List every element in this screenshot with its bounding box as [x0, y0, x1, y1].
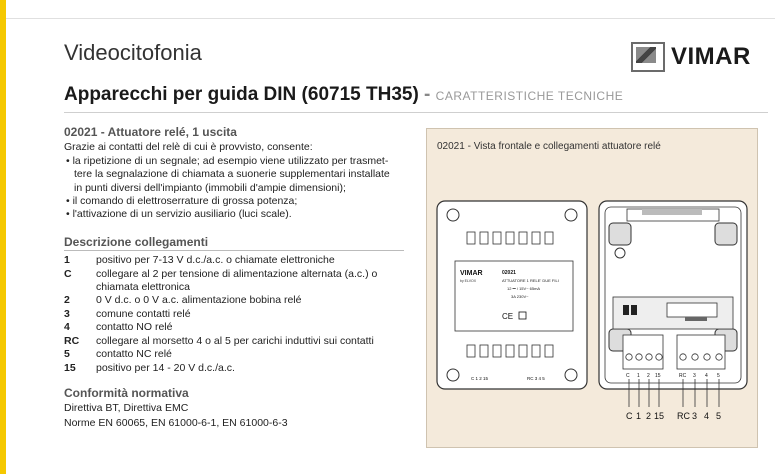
product-intro: Grazie ai contatti del relè di cui è provvisto, consente: — [64, 141, 313, 154]
device-code: 02021 — [502, 270, 516, 276]
conn-text: positivo per 7-13 V d.c./a.c. o chiamate elettroniche — [96, 254, 335, 267]
vimar-logo — [631, 42, 751, 72]
terminal-label: 3 — [692, 411, 698, 421]
rear-label: 3 — [693, 373, 696, 379]
device-brand: VIMAR — [460, 270, 483, 277]
top-bar — [6, 0, 775, 19]
terminal-label: 15 — [654, 411, 665, 421]
device-ce: CE — [502, 312, 514, 321]
terminal-label: 4 — [704, 411, 710, 421]
bullet-2: • il comando di elettroserrature di grossa potenza; — [66, 195, 298, 208]
conn-text: contatto NO relé — [96, 321, 173, 334]
conn-key: 2 — [64, 294, 70, 307]
front-view — [437, 201, 587, 389]
conn-key: RC — [64, 334, 80, 347]
terminal-label: 5 — [716, 411, 722, 421]
terminal-label: RC — [677, 411, 690, 421]
divider — [64, 112, 768, 113]
conformity-heading: Conformità normativa — [64, 385, 189, 400]
bullet-1b: tere la segnalazione di chiamata a suonerie supplementari installate — [74, 168, 390, 181]
conn-text: positivo per 14 - 20 V d.c./a.c. — [96, 361, 235, 374]
bullet-1: • la ripetizione di un segnale; ad esempio viene utilizzato per trasmet- — [66, 154, 389, 167]
rear-label: 5 — [717, 373, 720, 379]
device-drawing — [427, 129, 757, 447]
conn-text: 0 V d.c. o 0 V a.c. alimentazione bobina relé — [96, 294, 302, 307]
conn-key: 5 — [64, 348, 70, 361]
conn-text: contatto NC relé — [96, 348, 172, 361]
front-terminals: C 1 2 15 — [471, 376, 489, 381]
conn-text: collegare al 2 per tensione di alimentazione alternata (a.c.) o chiamata elettronica — [96, 267, 378, 294]
conn-key: C — [64, 267, 72, 280]
front-terminals-2: RC 3 4 5 — [527, 376, 545, 381]
device-spec2: 3A 230V~ — [511, 294, 529, 299]
subtitle-dash: - — [418, 84, 436, 105]
rear-label: C — [626, 373, 630, 379]
rear-label: 1 — [637, 373, 640, 379]
vimar-logo-icon — [631, 42, 665, 72]
rear-label: 15 — [655, 373, 661, 379]
rear-view — [599, 201, 747, 421]
conn-text: collegare al morsetto 4 o al 5 per carichi induttivi sui contatti — [96, 334, 374, 347]
device-desc: ATTUATORE 1 RELE' DUE FILI — [502, 278, 559, 283]
device-sub: by ELVOX — [460, 279, 477, 283]
conformity-line-1: Direttiva BT, Direttiva EMC — [64, 402, 189, 415]
conn-text: comune contatti relé — [96, 307, 191, 320]
subtitle-light: CARATTERISTICHE TECNICHE — [435, 89, 624, 103]
conn-key: 15 — [64, 361, 76, 374]
figure-box — [426, 128, 758, 448]
connections-list — [64, 254, 404, 375]
terminal-label: C — [626, 411, 633, 421]
page-subtitle — [64, 84, 623, 106]
bullet-3: • l'attivazione di un servizio ausiliario (luci scale). — [66, 208, 292, 221]
conn-key: 3 — [64, 307, 70, 320]
bullet-1c: in punti diversi dell'impianto (immobili d'ampie dimensioni); — [74, 181, 346, 194]
product-heading: 02021 - Attuatore relé, 1 uscita — [64, 125, 237, 139]
conn-key: 4 — [64, 321, 70, 334]
conn-key: 1 — [64, 254, 70, 267]
rear-label: 4 — [705, 373, 708, 379]
text-column — [64, 126, 404, 430]
rear-label: RC — [679, 373, 687, 379]
logo-text: VIMAR — [671, 43, 751, 70]
terminal-label: 2 — [646, 411, 652, 421]
subtitle-main: Apparecchi per guida DIN (60715 TH35) — [64, 84, 419, 105]
device-spec1: 12 ⎓ / 15V~ 65mA — [507, 286, 541, 291]
terminal-label: 1 — [636, 411, 642, 421]
page — [6, 0, 775, 474]
page-title: Videocitofonia — [64, 40, 202, 65]
rear-label: 2 — [647, 373, 650, 379]
connections-heading: Descrizione collegamenti — [64, 236, 404, 251]
conformity-line-2: Norme EN 60065, EN 61000-6-1, EN 61000-6-3 — [64, 416, 288, 429]
figure-title: 02021 - Vista frontale e collegamenti attuatore relé — [437, 141, 661, 152]
